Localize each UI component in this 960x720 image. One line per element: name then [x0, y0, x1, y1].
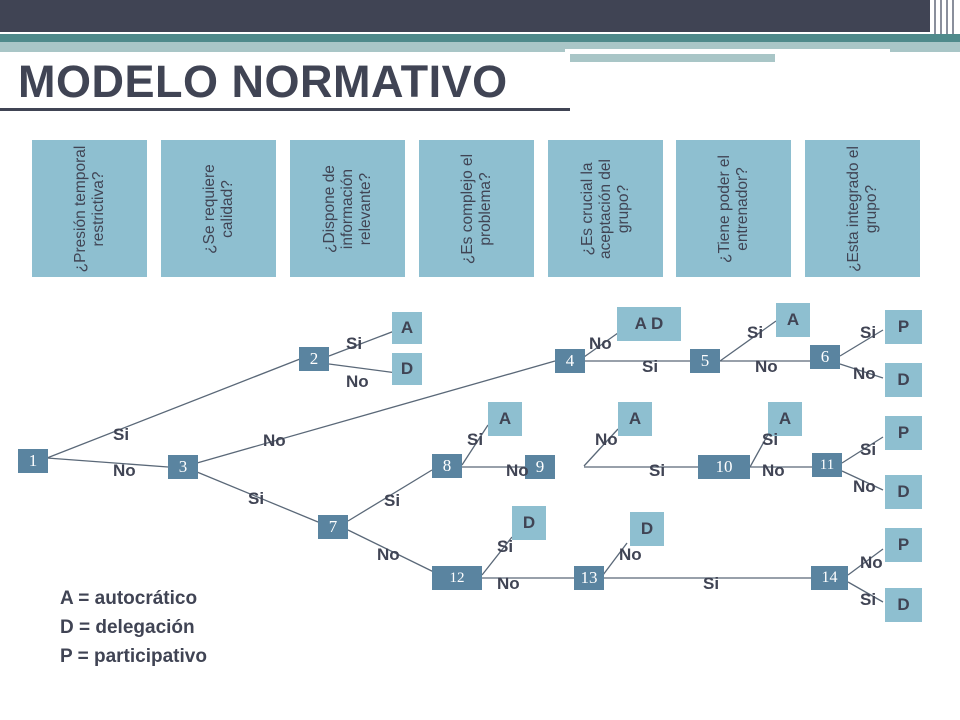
question-label: ¿Es crucial la aceptación del grupo?	[578, 158, 632, 259]
outcome-box: A	[488, 402, 522, 436]
question-label: ¿Presión temporal restrictiva?	[71, 145, 107, 272]
branch-label: No	[346, 372, 369, 391]
branch-label: No	[853, 477, 876, 496]
branch-label: Si	[860, 590, 877, 609]
node-1: 1	[18, 449, 48, 473]
node-11: 11	[812, 453, 842, 477]
branch-label: Si	[649, 461, 666, 480]
question-label: ¿Dispone de información relevante?	[320, 164, 374, 253]
outcome-box: A	[776, 303, 810, 337]
branch-label: No	[853, 364, 876, 383]
edge	[329, 330, 397, 356]
node-7: 7	[318, 515, 348, 539]
branch-label: No	[762, 461, 785, 480]
outcome-box: A D	[617, 307, 681, 341]
question-label: ¿Tiene poder el entrenador?	[715, 154, 751, 263]
branch-label: Si	[467, 430, 484, 449]
outcome-box: D	[885, 363, 922, 397]
outcome-box: P	[885, 310, 922, 344]
outcome-box: D	[392, 353, 422, 385]
outcome-box: A	[392, 312, 422, 344]
node-12: 12	[432, 566, 482, 590]
legend-item: P = participativo	[60, 646, 207, 667]
branch-label: No	[860, 553, 883, 572]
edge	[47, 458, 168, 467]
branch-label: Si	[703, 574, 720, 593]
branch-label: Si	[747, 323, 764, 342]
node-6: 6	[810, 345, 840, 369]
branch-label: No	[113, 461, 136, 480]
question-label: ¿Esta integrado el grupo?	[844, 145, 880, 272]
branch-label: Si	[762, 430, 779, 449]
legend-item: D = delegación	[60, 617, 195, 638]
branch-label: Si	[384, 491, 401, 510]
branch-label: Si	[860, 323, 877, 342]
branch-label: No	[619, 545, 642, 564]
question-label: ¿Se requiere calidad?	[200, 163, 236, 254]
node-10: 10	[698, 455, 750, 479]
outcome-box: D	[885, 588, 922, 622]
branch-label: Si	[346, 334, 363, 353]
branch-label: Si	[248, 489, 265, 508]
branch-label: Si	[113, 425, 130, 444]
branch-label: No	[263, 431, 286, 450]
outcome-box: A	[768, 402, 802, 436]
branch-label: Si	[642, 357, 659, 376]
branch-label: Si	[860, 440, 877, 459]
node-14: 14	[811, 566, 848, 590]
node-8: 8	[432, 454, 462, 478]
branch-label: No	[755, 357, 778, 376]
branch-label: Si	[497, 537, 514, 556]
outcome-box: D	[630, 512, 664, 546]
question-label: ¿Es complejo el problema?	[458, 153, 494, 264]
outcome-box: P	[885, 416, 922, 450]
outcome-box: P	[885, 528, 922, 562]
branch-label: No	[589, 334, 612, 353]
page-title: MODELO NORMATIVO	[18, 56, 508, 107]
node-3: 3	[168, 455, 198, 479]
node-9: 9	[525, 455, 555, 479]
node-4: 4	[555, 349, 585, 373]
outcome-box: A	[618, 402, 652, 436]
branch-label: No	[377, 545, 400, 564]
branch-label: No	[506, 461, 529, 480]
node-13: 13	[574, 566, 604, 590]
outcome-box: D	[885, 475, 922, 509]
legend-item: A = autocrático	[60, 588, 198, 609]
node-2: 2	[299, 347, 329, 371]
outcome-box: D	[512, 506, 546, 540]
node-5: 5	[690, 349, 720, 373]
branch-label: No	[497, 574, 520, 593]
branch-label: No	[595, 430, 618, 449]
